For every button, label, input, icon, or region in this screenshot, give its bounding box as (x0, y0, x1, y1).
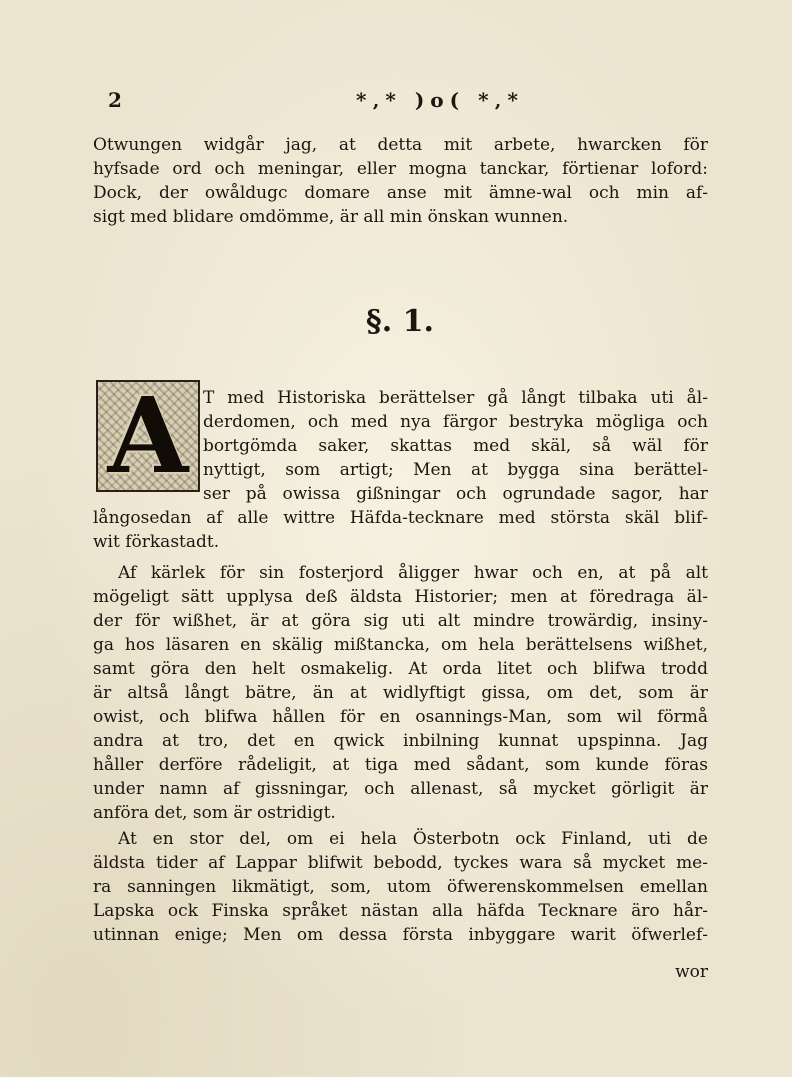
header-ornament: *‚* )o( *‚* (356, 88, 524, 112)
body-line: håller derföre rådeligit, at tiga med sådant, som kunde föras (93, 755, 708, 775)
body-line: anföra det, som är ostridigt. (93, 803, 336, 823)
body-line: Lapska ock Finska språket nästan alla häfda Tecknare äro hår‑ (93, 901, 708, 921)
body-line: andra at tro, det en qwick inbilning kunnat upspinna. Jag (93, 731, 708, 751)
dropcap-line: derdomen, och med nya färgor bestryka mögliga och (203, 412, 708, 432)
body-line: Af kärlek för sin fosterjord åligger hwar och en, at på alt (118, 563, 708, 583)
body-line: långosedan af alle wittre Häfda‑tecknare med största skäl blif‑ (93, 508, 708, 528)
body-line: ra sanningen likmätigt, som, utom öfwerenskommelsen emellan (93, 877, 708, 897)
body-line: utinnan enige; Men om dessa första inbyggare warit öfwerlef‑ (93, 925, 708, 945)
section-heading: §. 1. (366, 304, 434, 339)
body-line: äldsta tider af Lappar blifwit bebodd, tyckes wara så mycket me‑ (93, 853, 708, 873)
body-line: owist, och blifwa hållen för en osannings‑Man, som wil förmå (93, 707, 708, 727)
running-head (108, 88, 708, 118)
body-line: wit förkastadt. (93, 532, 220, 552)
body-line: är altså långt bätre, än at widlyftigt gissa, om det, som är (93, 683, 708, 703)
intro-line: sigt med blidare omdömme, är all min önskan wunnen. (93, 207, 569, 227)
catchword: wor (675, 962, 708, 982)
page-number: 2 (108, 88, 124, 112)
body-line: ga hos läsaren en skälig mißtancka, om hela berättelsens wißhet, (93, 635, 708, 655)
intro-line: Dock, der owåldugc domare anse mit ämne‑wal och min af‑ (93, 183, 708, 203)
dropcap-line: T med Historiska berättelser gå långt tilbaka uti ål‑ (203, 388, 708, 408)
dropcap-line: bortgömda saker, skattas med skäl, så wäl för (203, 436, 708, 456)
dropcap-line: ser på owissa gißningar och ogrundade sagor, har (203, 484, 708, 504)
decorated-initial (96, 374, 200, 497)
body-line: At en stor del, om ei hela Österbotn ock Finland, uti de (118, 829, 708, 849)
body-line: under namn af gissningar, och allenast, så mycket görligit är (93, 779, 708, 799)
body-line: der för wißhet, är at göra sig uti alt mindre trowärdig, insiny‑ (93, 611, 708, 631)
decorated-initial-letter: A (107, 374, 189, 497)
dropcap-line: nyttigt, som artigt; Men at bygga sina berättel‑ (203, 460, 708, 480)
intro-line: Otwungen widgår jag, at detta mit arbete, hwarcken för (93, 135, 708, 155)
body-line: mögeligt sätt upplysa deß äldsta Historier; men at föredraga äl‑ (93, 587, 708, 607)
intro-line: hyfsade ord och meningar, eller mogna tanckar, förtienar loford: (93, 159, 708, 179)
body-line: samt göra den helt osmakelig. At orda litet och blifwa trodd (93, 659, 708, 679)
